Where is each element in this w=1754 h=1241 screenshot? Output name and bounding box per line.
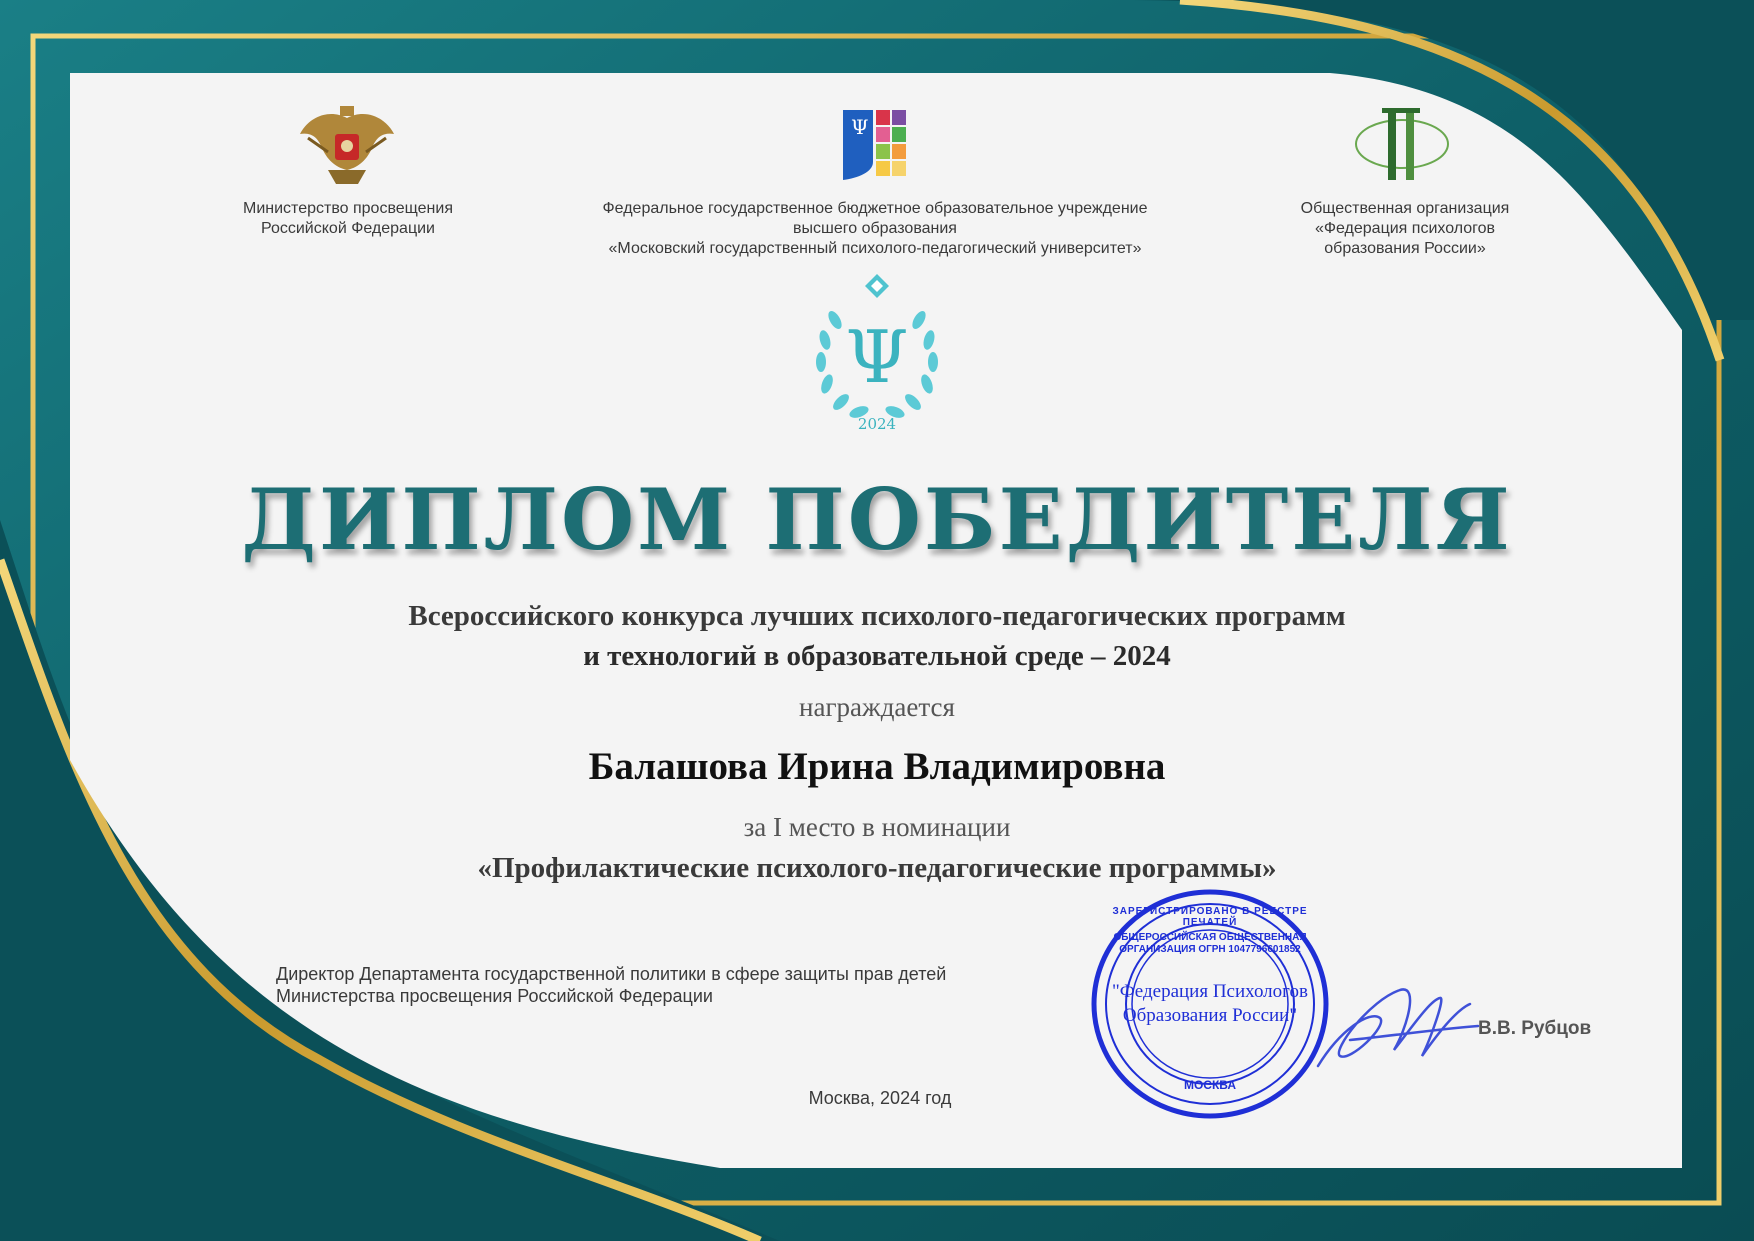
recipient-name: Балашова Ирина Владимировна	[588, 745, 1166, 788]
svg-text:Ψ: Ψ	[845, 315, 909, 399]
official-stamp	[1090, 888, 1330, 1120]
signatory-position	[276, 963, 946, 1007]
org-ministry-name	[218, 199, 478, 239]
org-university-name	[540, 199, 1210, 259]
org-federation-line1: Общественная организация	[1300, 200, 1510, 217]
place-date: Москва, 2024 год	[808, 1088, 952, 1108]
org-federation-name	[1260, 199, 1550, 259]
signatory-name: В.В. Рубцов	[1478, 1018, 1592, 1039]
nomination-text: «Профилактические психолого-педагогические программы»	[477, 852, 1277, 884]
org-federation-line3: образования России»	[1324, 240, 1486, 257]
signatory-position-line2: Министерства просвещения Российской Федерации	[276, 986, 713, 1006]
stamp-center-text	[1090, 980, 1330, 1028]
contest-line1: Всероссийского конкурса лучших психолого-педагогических программ	[408, 600, 1346, 632]
signatory-position-line1: Директор Департамента государственной политики в сфере защиты прав детей	[276, 964, 947, 984]
org-university-line2: высшего образования	[793, 220, 957, 237]
place-line: за I место в номинации	[743, 812, 1011, 842]
contest-line2: и технологий в образовательной среде – 2024	[583, 640, 1171, 672]
awarded-text: награждается	[799, 692, 955, 722]
org-university-line1: Федеральное государственное бюджетное образовательное учреждение	[602, 200, 1148, 217]
coat-of-arms-icon	[298, 104, 396, 186]
psi-wreath-icon	[805, 270, 949, 436]
org-university-line3: «Московский государственный психолого-педагогический университет»	[608, 240, 1142, 257]
university-logo-icon	[842, 108, 908, 180]
org-ministry-line2: Российской Федерации	[261, 220, 435, 237]
stamp-ring-outer-text: ЗАРЕГИСТРИРОВАНО В РЕЕСТРЕ ПЕЧАТЕЙ	[1112, 906, 1308, 928]
stamp-center-line1: "Федерация Психологов	[1112, 981, 1308, 1002]
diploma-title: ДИПЛОМ ПОБЕДИТЕЛЯ	[241, 470, 1513, 569]
org-ministry-line1: Министерство просвещения	[243, 200, 453, 217]
stamp-city-text: МОСКВА	[1183, 1078, 1237, 1092]
svg-text:Ψ: Ψ	[851, 115, 869, 139]
org-federation-line2: «Федерация психологов	[1314, 220, 1496, 237]
federation-logo-icon	[1352, 106, 1452, 182]
emblem-year: 2024	[857, 415, 897, 433]
stamp-ring-inner-text: ОБЩЕРОССИЙСКАЯ ОБЩЕСТВЕННАЯ ОРГАНИЗАЦИЯ ОГРН 1047796601852	[1113, 932, 1307, 955]
handwritten-signature-icon	[1310, 970, 1480, 1090]
stamp-center-line2: Образования России"	[1122, 1005, 1298, 1026]
